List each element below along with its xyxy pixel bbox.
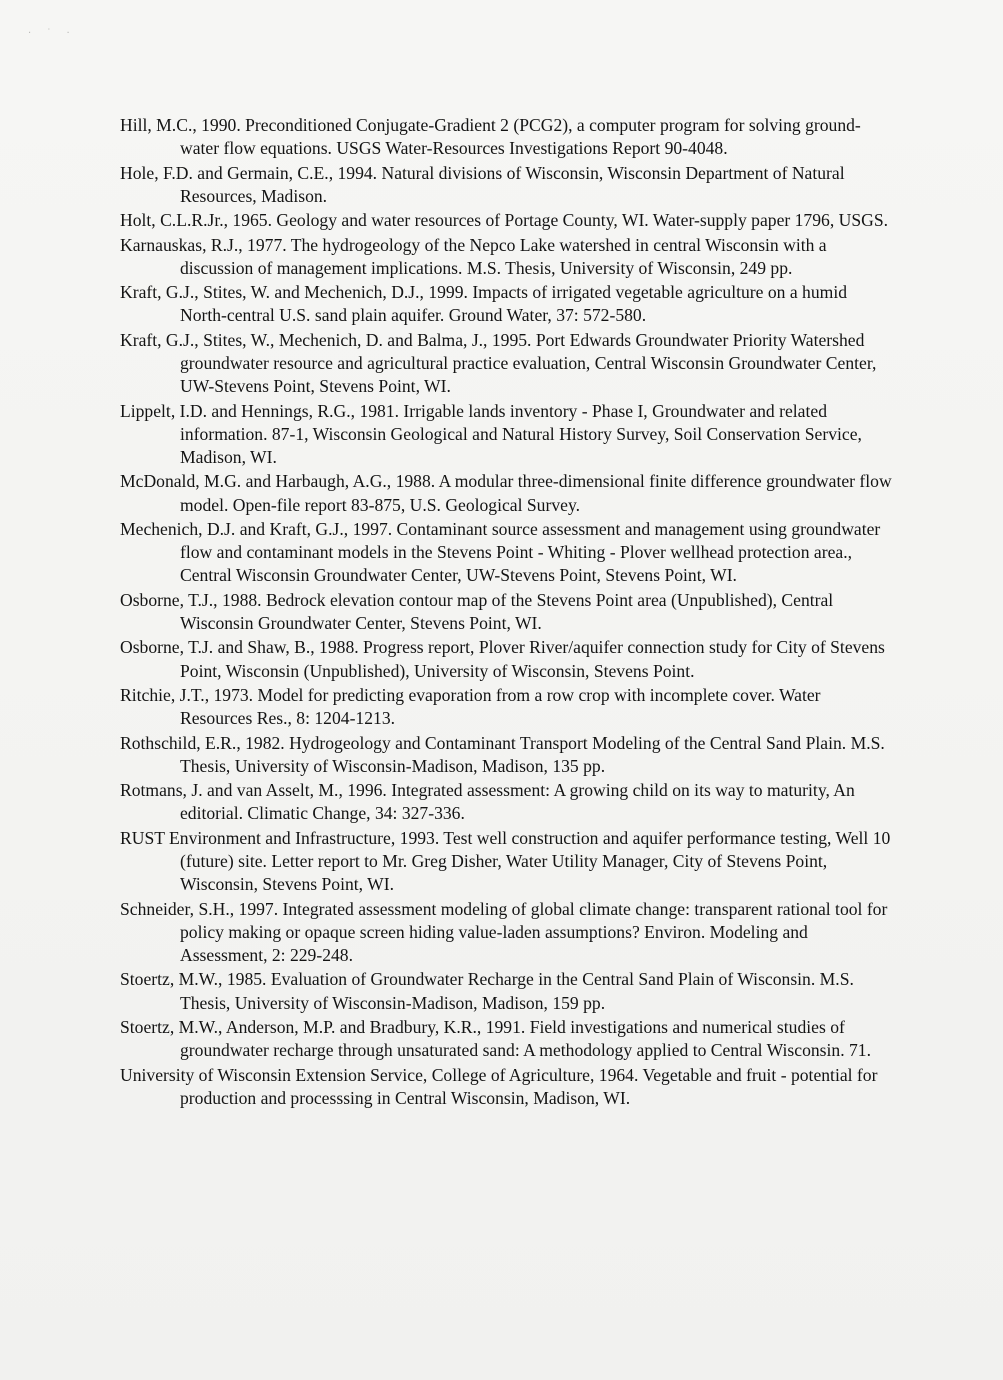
reference-entry: Hole, F.D. and Germain, C.E., 1994. Natural divisions of Wisconsin, Wisconsin Department of Natural Resources, Madison. <box>120 162 845 206</box>
scan-specks: · ˙ · <box>28 28 76 39</box>
reference-entry: McDonald, M.G. and Harbaugh, A.G., 1988. A modular three-dimensional finite difference groundwater flow model. Open-file report 83-875, U.S. Geological Survey. <box>120 471 892 515</box>
reference-entry: Osborne, T.J. and Shaw, B., 1988. Progress report, Plover River/aquifer connection study for City of Stevens Point, Wisconsin (Unpublished), University of Wisconsin, Stevens Point. <box>120 637 885 681</box>
reference-entry: Osborne, T.J., 1988. Bedrock elevation contour map of the Stevens Point area (Unpublished), Central Wisconsin Groundwater Center, Stevens Point, WI. <box>120 589 834 633</box>
reference-entry: Rotmans, J. and van Asselt, M., 1996. Integrated assessment: A growing child on its way to maturity, An editorial. Climatic Change, 34: 327-336. <box>120 780 855 824</box>
reference-entry: RUST Environment and Infrastructure, 1993. Test well construction and aquifer performance testing, Well 10 (future) site. Letter report to Mr. Greg Disher, Water Utility Manager, City of Stevens Point, Wisconsin, Stevens Point, WI. <box>120 827 891 895</box>
reference-entry: Karnauskas, R.J., 1977. The hydrogeology of the Nepco Lake watershed in central Wisconsin with a discussion of management implications. M.S. Thesis, University of Wisconsin, 249 pp. <box>120 234 827 278</box>
reference-entry: Ritchie, J.T., 1973. Model for predicting evaporation from a row crop with incomplete cover. Water Resources Res., 8: 1204-1213. <box>120 684 821 729</box>
reference-entry: Mechenich, D.J. and Kraft, G.J., 1997. Contaminant source assessment and management using groundwater flow and contaminant models in the Stevens Point - Whiting - Plover wellhead protection area., Central Wisconsin Groundwater Center, UW-Stevens Point, Stevens Point, WI. <box>120 518 881 586</box>
reference-entry: Schneider, S.H., 1997. Integrated assessment modeling of global climate change: transparent rational tool for policy making or opaque screen hiding value-laden assumptions? Environ. Modeling and Assessment, 2: 229-248. <box>120 898 888 965</box>
reference-entry: Holt, C.L.R.Jr., 1965. Geology and water resources of Portage County, WI. Water-supply paper 1796, USGS. <box>120 210 888 231</box>
reference-entry: Kraft, G.J., Stites, W. and Mechenich, D.J., 1999. Impacts of irrigated vegetable agriculture on a humid North-central U.S. sand plain aquifer. Ground Water, 37: 572-580. <box>120 282 848 326</box>
reference-entry: Kraft, G.J., Stites, W., Mechenich, D. and Balma, J., 1995. Port Edwards Groundwater Priority Watershed groundwater resource and agricultural practice evaluation, Central Wisconsin Groundwater Center, UW-Stevens Point, Stevens Point, WI. <box>120 329 877 397</box>
reference-entry: Stoertz, M.W., Anderson, M.P. and Bradbury, K.R., 1991. Field investigations and numerical studies of groundwater recharge through unsaturated sand: A methodology applied to Central Wisconsin. 71. <box>120 1016 872 1061</box>
reference-entry: Hill, M.C., 1990. Preconditioned Conjugate-Gradient 2 (PCG2), a computer program for solving ground-water flow equations. USGS Water-Resources Investigations Report 90-4048. <box>120 115 861 159</box>
reference-entry: University of Wisconsin Extension Service, College of Agriculture, 1964. Vegetable and fruit - potential for production and processsing in Central Wisconsin, Madison, WI. <box>120 1064 878 1108</box>
reference-entry: Stoertz, M.W., 1985. Evaluation of Groundwater Recharge in the Central Sand Plain of Wisconsin. M.S. Thesis, University of Wisconsin-Madison, Madison, 159 pp. <box>120 969 854 1013</box>
reference-entry: Rothschild, E.R., 1982. Hydrogeology and Contaminant Transport Modeling of the Central Sand Plain. M.S. Thesis, University of Wisconsin-Madison, Madison, 135 pp. <box>120 732 885 776</box>
reference-list <box>120 114 892 1111</box>
reference-entry: Lippelt, I.D. and Hennings, R.G., 1981. Irrigable lands inventory - Phase I, Groundwater and related information. 87-1, Wisconsin Geological and Natural History Survey, Soil Conservation Service, Madison, WI. <box>120 400 862 467</box>
